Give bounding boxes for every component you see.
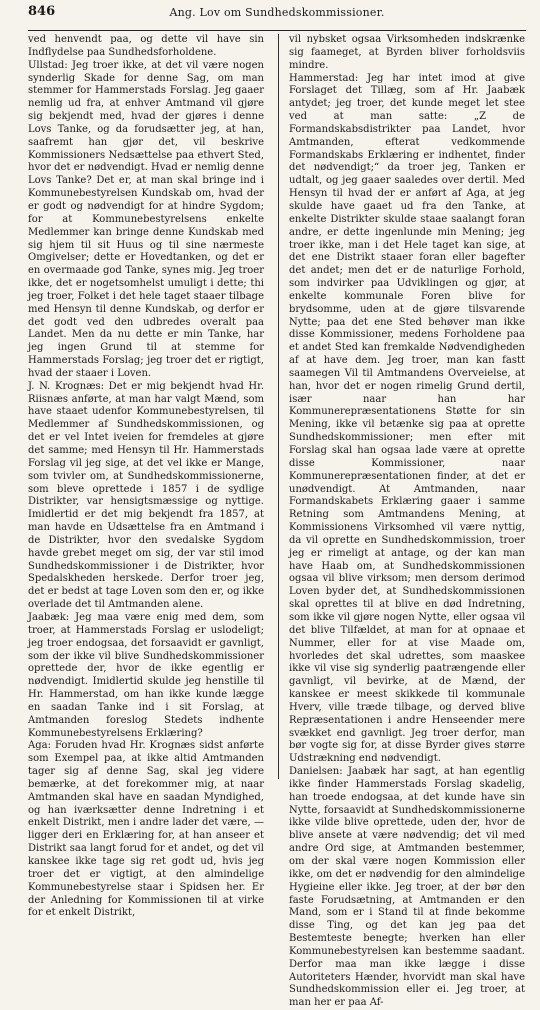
paragraph: J. N. Krognæs: Det er mig bekjendt hvad Hr. Riisnæs anførte, at man har valgt Mænd, som have staaet udenfor Kommunebestyrelsen, til Medlemmer af Sundhedskommissionen, og det er vel Intet iveien for fremdeles at gjøre det samme; med Hensyn til Hr. Hammerstads Forslag vil jeg sige, at det vel ikke er Mange, som tvivler om, at Sundhedskommissionerne, som blevе oprettede i 1857 i de sydlige Distrikter, var hensigtsmæssige og nyttige. Imidlertid er det mig bekjendt fra 1857, at man havde en Udsættelse fra en Amtmand i de Distrikter, hvor den svedalske Sygdom havde grebet meget om sig, der var stil imod Sundhedskommissioner i de Distrikter, hvor Spedalskheden herskede. Derfor troer jeg, det er bedst at tage Loven som den er, og ikke overlade det til Amtmanden alene.: [28, 380, 264, 611]
paragraph: ved henvendt paa, og dette vil have sin Indflydelse paa Sundhedsforholdene.: [28, 34, 264, 58]
paragraph: Ullstad: Jeg troer ikke, at det vil være nogen synderlig Skade for denne Sag, om man stemmer for Hammerstads Forslag. Jeg gaaer nemlig ud fra, at enhver Amtmand vil gjøre sig bekjendt med, hvad der gjøres i denne Lovs Tanke, og da forudsætter jeg, at han, saafremt han gjør det, vil beskrive Kommissioners Nedsættelse paa ethvert Sted, hvor det er nødvendigt. Hvad er nemlig denne Lovs Tanke? Det er, at man skal bringe ind i Kommunebestyrelsen Kundskab om, hvad der er godt og nødvendigt for at hindre Sygdom; for at Kommunebestyrelsens enkelte Medlemmer kan bringe denne Kundskab med sig hjem til sit Huus og til sine nærmeste Omgivelser; dette er Hovedtanken, og det er en overmaade god Tanke, synes mig. Jeg troer ikke, det er nogetsomhelst umuligt i dette; thi jeg troer, Folket i det hele taget staaer tilbage med Hensyn til denne Kundskab, og derfor er det godt ved den udbredes overalt paa Landet. Men da nu dette er min Tanke, har jeg ingen Grund til at stemme for Hammerstads Forslag; jeg troer det er rigtigt, hvad der staaer i Loven.: [28, 59, 264, 379]
running-title: Ang. Lov om Sundhedskommissioner.: [169, 6, 385, 19]
paragraph: vil nybsket ogsaa Virksomheden indskrænke sig faameget, at Byrden bliver forholdsviis mindre.: [289, 34, 525, 71]
header-rule: [28, 30, 526, 31]
left-column: [28, 34, 264, 919]
page-number: 846: [28, 4, 56, 19]
paragraph: Aga: Foruden hvad Hr. Krognæs sidst anførte som Exempel paa, at ikke altid Amtmanden tager sig af denne Sag, skal jeg videre bemærke, at det forekommer mig, at naar Amtmanden skal have en saadan Myndighed, og han iværksætter denne Indretning i et enkelt Distrikt, men i andre lader det være, — ligger deri en Erklæring for, at han anseer et Distrikt saa langt forud for et andet, og det vil kanskee ikke tage sig ret godt ud, hvis jeg troer det er vigtigt, at den almindelige Kommunebestyrelse staar i Spidsen her. Er der Anledning for Kommissionen til at virke for et enkelt Distrikt,: [28, 740, 264, 919]
paragraph: Danielsen: Jaabæk har sagt, at han egentlig ikke finder Hammerstads Forslag skadelig, han troede endogsaa, at det kunde have sin Nytte, forsaavidt at Sundhedskommissionerne ikke vilde blive oprettede, uden der, hvor de blive ansete at være nødvendig; det vil med andre Ord sige, at Amtmanden bestemmer, om der skal være nogen Kommission eller ikke, om det er nødvendig for den almindelige Hygieine eller ikke. Jeg troer, at der bør den faste Forudsætning, at Amtmanden er den Mand, som er i Stand til at finde bekomme disse Ting, og det kan jeg paa det Bestemteste benegte; hverken han eller Kommunebestyrelsen kan bestemme saadant. Derfor maa man ikke lægge i disse Autoriteters Hænder, hvorvidt man skal have Sundhedskommission eller ei. Jeg troer, at man her er paa Af-: [289, 766, 525, 1009]
paragraph: Hammerstad: Jeg har intet imod at give Forslaget det Tillæg, som af Hr. Jaabæk antydet; jeg troer, det kunde meget let stee ved at man satte: „Z de Formandskabsdistrikter paa Landet, hvor Amtmanden, efterat vedkommende Formandskabs Erklæring er indhentet, finder det nødvendigt;“ da troer jeg, Tanken er udtalt, og jeg gaaer saaledes over dertil. Med Hensyn til hvad der er anført af Aga, at jeg skulde have gaaet ud fra den Tanke, at enkelte Distrikter skulde staae saalangt foran andre, er dette ingenlunde min Mening; jeg troer ikke, man i det Hele taget kan sige, at det ene Distrikt staaer foran eller bagefter det andet; men det er de naturlige Forhold, som indvirker paa Udviklingen og gjør, at enkelte kommunale Foren blive for brydsomme, uden at de gjøre tilsvarende Nytte; paa det ene Sted behøver man ikke disse Kommissioner, medens Forholdene paa et andet Sted kan fremkalde Nødvendigheden af at have dem. Jeg troer, man kan fastt saamegen Vil til Amtmandens Overveielse, at han, hvor det er nogen rimelig Grund dertil, især naar han har Kommunerepræsentationens Støtte for sin Mening, ikke vil betænke sig paa at oprette Sundhedskommissioner; men efter mit Forslag skal han ogsaa lade være at oprette disse Kommissioner, naar Kommunerepræsentationen finder, at det er unødvendigt. At Amtmanden, naar Formandskabets Erklæring gaaer i samme Retning som Amtmandens Mening, at Kommissionens Virksomhed vil være nyttig, da vil oprette en Sundhedskommission, troer jeg er rimeligt at antage, og der kan man have Haab om, at Sundhedskommissionen ogsaa vil blive virksom; men dersom derimod Loven byder det, at Sundhedskommissionen skal oprettes til at blive en død Indretning, som ikke vil gjøre nogen Nytte, eller ogsaa vil det blive Tilfældet, at man for at opnaae et Nummer, eller for at vise Maade om, hvorledes det skal udrettes, som maaskee ikke vil vise sig synderlig paatrængende eller gavnligt, vil bevirke, at de Mænd, der kanskee er meest skikkede til kommunale Hverv, ville træde tilbage, og derved blive Repræsentationen i andre Henseender mere svækket end gavnligt. Jeg troer derfor, man bør vogte sig for, at disse Byrder gives større Udstrækning end nødvendigt.: [289, 72, 525, 765]
page-header: [28, 4, 526, 26]
paragraph: Jaabæk: Jeg maa være enig med dem, som troer, at Hammerstads Forslag er uslodeligt; jeg troer endogsaa, det forsaavidt er gavnligt, som der ikke vil blive Sundhedskommissioner oprettede der, hvor de ikke egentlig er nødvendigt. Imidlertid skulde jeg henstille til Hr. Hammerstad, om han ikke kunde lægge en saadan Tanke ind i sit Forslag, at Amtmanden foreslog Stedets indhente Kommunebestyrelsens Erklæring?: [28, 611, 264, 739]
right-column: [289, 34, 525, 1009]
column-divider: [278, 34, 279, 779]
